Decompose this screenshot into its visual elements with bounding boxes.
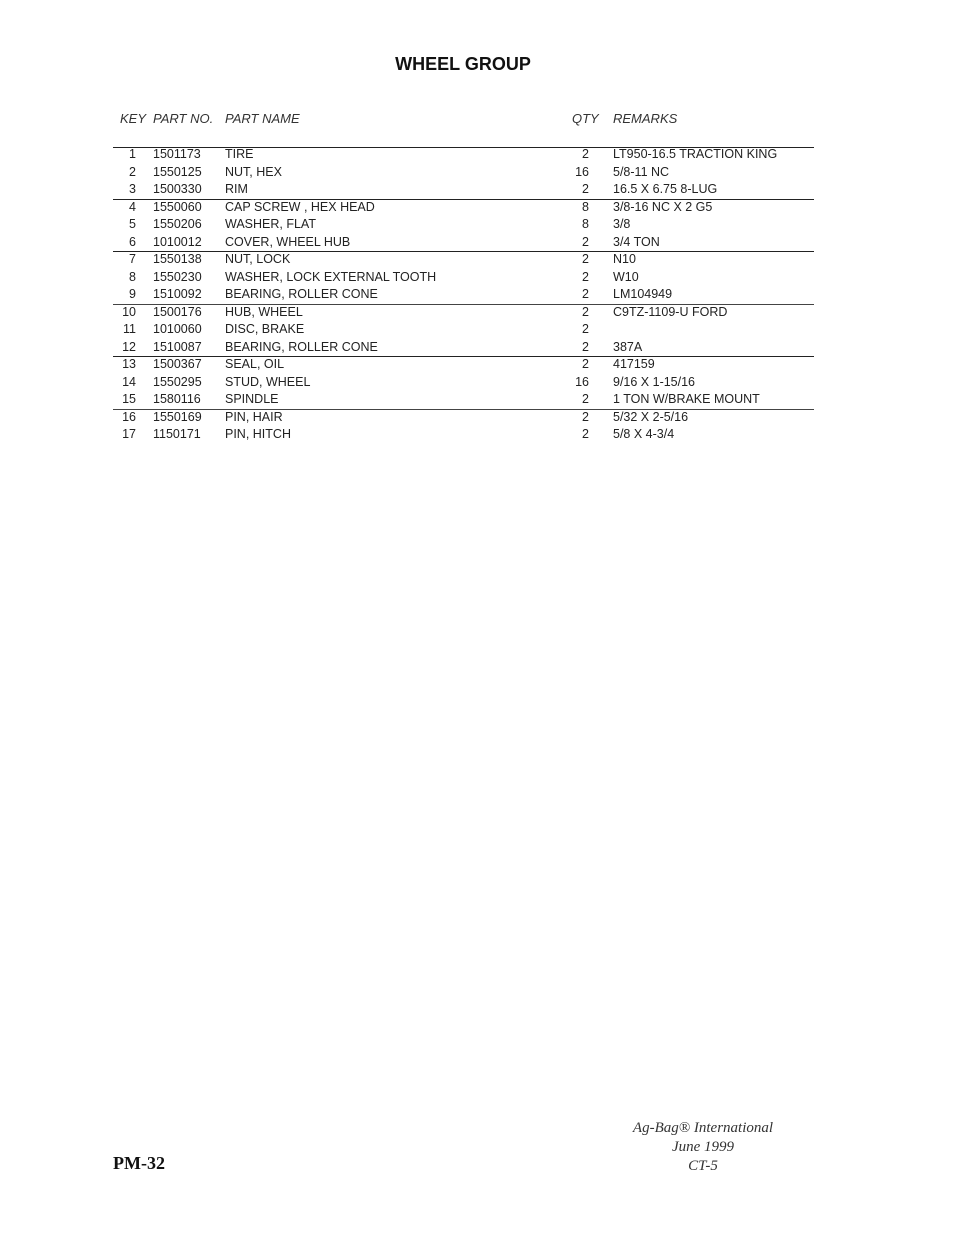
header-part-name: PART NAME	[225, 111, 300, 126]
row-qty: 2	[582, 339, 589, 354]
row-key: 1	[129, 147, 136, 161]
row-qty: 16	[575, 164, 589, 179]
row-part-no: 1550138	[153, 252, 202, 266]
row-remarks: 3/4 TON	[613, 234, 660, 249]
row-part-no: 1550060	[153, 199, 202, 214]
row-part-name: HUB, WHEEL	[225, 304, 303, 319]
row-remarks: LM104949	[613, 287, 673, 301]
header-remarks: REMARKS	[613, 111, 678, 126]
row-remarks: 3/8-16 NC X 2 G5	[613, 199, 713, 214]
table-row	[0, 391, 954, 409]
row-key: 3	[129, 182, 136, 196]
header-qty: QTY	[572, 111, 599, 126]
row-qty: 2	[582, 304, 589, 319]
table-row	[0, 199, 954, 217]
row-key: 4	[129, 199, 136, 214]
row-qty: 2	[582, 287, 589, 301]
row-remarks: 9/16 X 1-15/16	[613, 374, 696, 389]
row-qty: 2	[582, 147, 589, 161]
footer-block	[600, 1119, 806, 1176]
row-part-name: PIN, HITCH	[225, 427, 291, 441]
row-part-no: 1510087	[153, 339, 202, 354]
row-part-name: SEAL, OIL	[225, 357, 285, 371]
row-part-name: BEARING, ROLLER CONE	[225, 339, 378, 354]
row-remarks: 16.5 X 6.75 8-LUG	[613, 182, 718, 196]
row-part-name: BEARING, ROLLER CONE	[225, 287, 378, 301]
row-part-name: PIN, HAIR	[225, 409, 283, 424]
row-remarks: 1 TON W/BRAKE MOUNT	[613, 392, 760, 406]
table-row	[0, 286, 954, 304]
row-part-name: RIM	[225, 182, 248, 196]
table-row	[0, 164, 954, 182]
row-qty: 2	[582, 427, 589, 441]
row-remarks: 417159	[613, 357, 655, 371]
header-part-no: PART NO.	[153, 111, 214, 126]
row-part-name: WASHER, LOCK EXTERNAL TOOTH	[225, 269, 437, 284]
row-qty: 8	[582, 199, 589, 214]
row-part-no: 1580116	[153, 392, 201, 406]
row-qty: 2	[582, 252, 589, 266]
table-row	[0, 146, 954, 164]
row-part-no: 1550125	[153, 164, 202, 179]
row-part-no: 1501173	[153, 147, 201, 161]
row-key: 11	[123, 322, 136, 336]
row-key: 9	[129, 287, 136, 301]
table-row	[0, 321, 954, 339]
row-part-name: TIRE	[225, 147, 254, 161]
row-part-name: NUT, LOCK	[225, 252, 291, 266]
table-row	[0, 304, 954, 322]
row-remarks: LT950-16.5 TRACTION KING	[613, 147, 778, 161]
row-qty: 2	[582, 357, 589, 371]
row-part-no: 1010060	[153, 322, 202, 336]
table-row	[0, 426, 954, 444]
table-row	[0, 339, 954, 357]
row-key: 13	[122, 357, 136, 371]
row-remarks: 5/8-11 NC	[613, 164, 670, 179]
row-part-name: SPINDLE	[225, 392, 279, 406]
table-row	[0, 251, 954, 269]
table-row	[0, 409, 954, 427]
footer-code: CT-5	[688, 1158, 718, 1174]
page-number: PM-32	[113, 1153, 165, 1173]
row-qty: 2	[582, 234, 589, 249]
row-key: 12	[122, 339, 136, 354]
table-row	[0, 269, 954, 287]
row-remarks: 387A	[613, 339, 643, 354]
row-part-no: 1550206	[153, 217, 202, 231]
row-remarks: 5/8 X 4-3/4	[613, 427, 675, 441]
table-row	[0, 374, 954, 392]
row-key: 14	[122, 374, 136, 389]
row-part-no: 1510092	[153, 287, 202, 301]
row-key: 10	[122, 304, 136, 319]
row-part-name: DISC, BRAKE	[225, 322, 305, 336]
row-remarks: W10	[613, 269, 639, 284]
row-remarks: 3/8	[613, 217, 631, 231]
row-part-no: 1550169	[153, 409, 202, 424]
row-qty: 2	[582, 322, 589, 336]
row-part-no: 1150171	[153, 427, 201, 441]
row-key: 7	[129, 252, 136, 266]
page-title: WHEEL GROUP	[395, 54, 531, 74]
row-part-name: COVER, WHEEL HUB	[225, 234, 351, 249]
row-key: 17	[122, 427, 136, 441]
parts-table	[0, 146, 954, 444]
row-qty: 2	[582, 269, 589, 284]
row-qty: 8	[582, 217, 589, 231]
row-part-name: NUT, HEX	[225, 164, 282, 179]
row-part-no: 1010012	[153, 234, 202, 249]
row-remarks: N10	[613, 252, 636, 266]
row-part-name: WASHER, FLAT	[225, 217, 316, 231]
row-key: 16	[122, 409, 136, 424]
row-qty: 2	[582, 392, 589, 406]
row-key: 8	[129, 269, 136, 284]
table-row	[0, 356, 954, 374]
table-row	[0, 181, 954, 199]
footer-date: June 1999	[671, 1139, 735, 1155]
row-qty: 2	[582, 409, 589, 424]
table-row	[0, 216, 954, 234]
row-part-no: 1550295	[153, 374, 202, 389]
table-row	[0, 234, 954, 252]
row-key: 15	[122, 392, 136, 406]
row-part-name: STUD, WHEEL	[225, 374, 311, 389]
row-qty: 16	[575, 374, 589, 389]
row-key: 2	[129, 164, 136, 179]
row-key: 5	[129, 217, 136, 231]
row-part-no: 1500367	[153, 357, 202, 371]
header-key: KEY	[120, 111, 147, 126]
footer-company: Ag-Bag® International	[632, 1120, 774, 1136]
row-key: 6	[129, 234, 136, 249]
row-remarks: 5/32 X 2-5/16	[613, 409, 689, 424]
row-part-no: 1500176	[153, 304, 202, 319]
row-part-no: 1550230	[153, 269, 202, 284]
row-remarks: C9TZ-1109-U FORD	[613, 304, 728, 319]
row-part-name: CAP SCREW , HEX HEAD	[225, 199, 375, 214]
row-qty: 2	[582, 182, 589, 196]
row-part-no: 1500330	[153, 182, 202, 196]
